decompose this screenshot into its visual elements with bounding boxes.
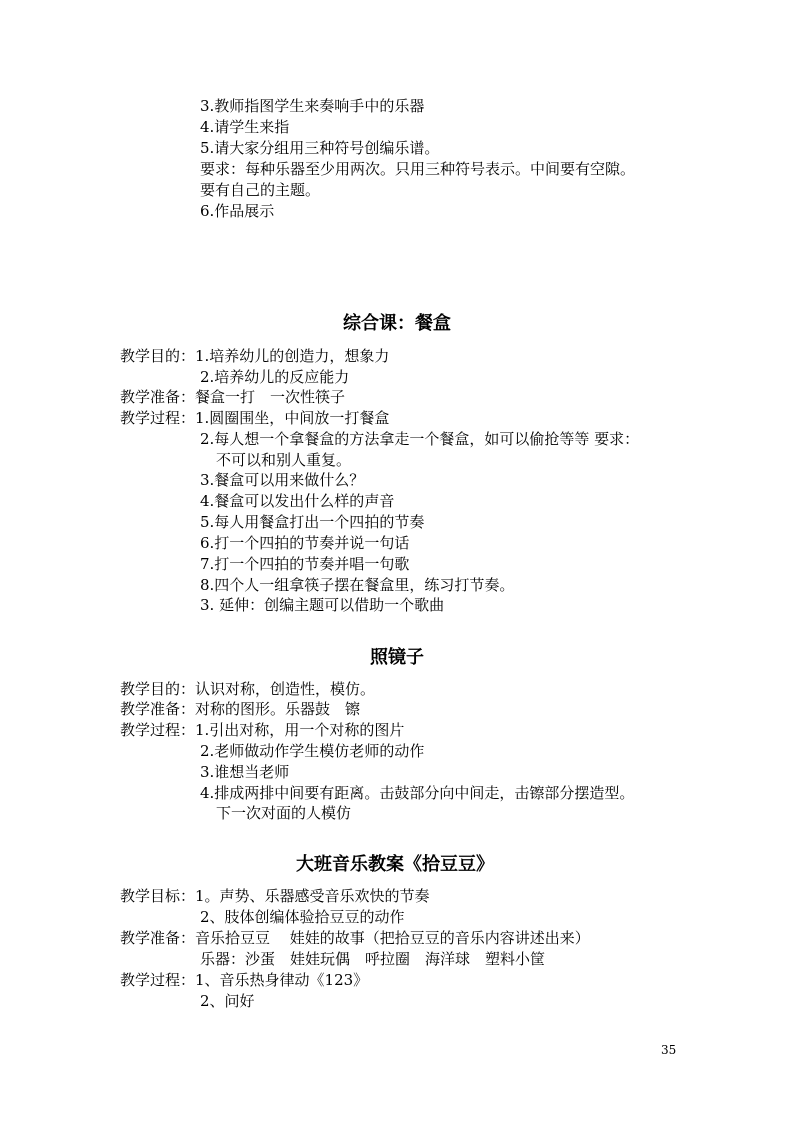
lunchbox-process-3: 3.餐盒可以用来做什么？ xyxy=(200,471,365,489)
lunchbox-process-8: 8.四个人一组拿筷子摆在餐盒里，练习打节奏。 xyxy=(200,576,515,594)
section-title-bean-picking: 大班音乐教案《拾豆豆》 xyxy=(296,854,494,875)
mirror-process-3: 3.谁想当老师 xyxy=(200,763,290,781)
lunchbox-process-2-cont: 不可以和别人重复。 xyxy=(216,451,352,469)
bean-preparation-1: 教学准备：音乐拾豆豆 娃娃的故事（把拾豆豆的音乐内容讲述出来） xyxy=(120,929,590,947)
section-title-lunchbox: 综合课：餐盒 xyxy=(343,313,451,334)
intro-line-6: 6.作品展示 xyxy=(200,202,275,220)
bean-process-1: 教学过程：1、音乐热身律动《123》 xyxy=(120,971,369,989)
bean-objective-2: 2、肢体创编体验拾豆豆的动作 xyxy=(200,908,405,926)
lunchbox-objective-1: 教学目的：1.培养幼儿的创造力，想象力 xyxy=(120,347,390,365)
mirror-process-4-cont: 下一次对面的人模仿 xyxy=(216,804,352,822)
mirror-process-2: 2.老师做动作学生模仿老师的动作 xyxy=(200,742,425,760)
lunchbox-objective-2: 2.培养幼儿的反应能力 xyxy=(200,368,350,386)
mirror-process-1: 教学过程：1.引出对称，用一个对称的图片 xyxy=(120,721,405,739)
lunchbox-process-4: 4.餐盒可以发出什么样的声音 xyxy=(200,492,395,510)
intro-line-3: 5.请大家分组用三种符号创编乐谱。 xyxy=(200,139,440,157)
bean-preparation-2: 乐器：沙蛋 娃娃玩偶 呼拉圈 海洋球 塑料小筐 xyxy=(200,950,546,968)
lunchbox-extension: 3. 延伸：创编主题可以借助一个歌曲 xyxy=(200,596,445,614)
lunchbox-process-7: 7.打一个四拍的节奏并唱一句歌 xyxy=(200,555,410,573)
intro-line-5: 要有自己的主题。 xyxy=(200,181,321,199)
lunchbox-process-6: 6.打一个四拍的节奏并说一句话 xyxy=(200,534,410,552)
mirror-preparation: 教学准备：对称的图形。乐器鼓 镲 xyxy=(120,700,361,718)
lunchbox-process-1: 教学过程：1.圆圈围坐，中间放一打餐盒 xyxy=(120,409,390,427)
intro-line-2: 4.请学生来指 xyxy=(200,118,290,136)
intro-line-4: 要求：每种乐器至少用两次。只用三种符号表示。中间要有空隙。 xyxy=(200,160,636,178)
lunchbox-process-5: 5.每人用餐盒打出一个四拍的节奏 xyxy=(200,513,425,531)
bean-process-2: 2、问好 xyxy=(200,992,255,1010)
page-number: 35 xyxy=(661,1043,677,1057)
mirror-process-4: 4.排成两排中间要有距离。击鼓部分向中间走，击镲部分摆造型。 xyxy=(200,784,635,802)
section-title-mirror: 照镜子 xyxy=(370,647,424,668)
bean-objective-1: 教学目标：1。声势、乐器感受音乐欢快的节奏 xyxy=(120,887,430,905)
intro-line-1: 3.教师指图学生来奏响手中的乐器 xyxy=(200,97,425,115)
lunchbox-process-2: 2.每人想一个拿餐盒的方法拿走一个餐盒，如可以偷抢等等 要求： xyxy=(200,430,640,448)
mirror-objective: 教学目的：认识对称，创造性，模仿。 xyxy=(120,680,376,698)
lunchbox-preparation: 教学准备：餐盒一打 一次性筷子 xyxy=(120,388,346,406)
